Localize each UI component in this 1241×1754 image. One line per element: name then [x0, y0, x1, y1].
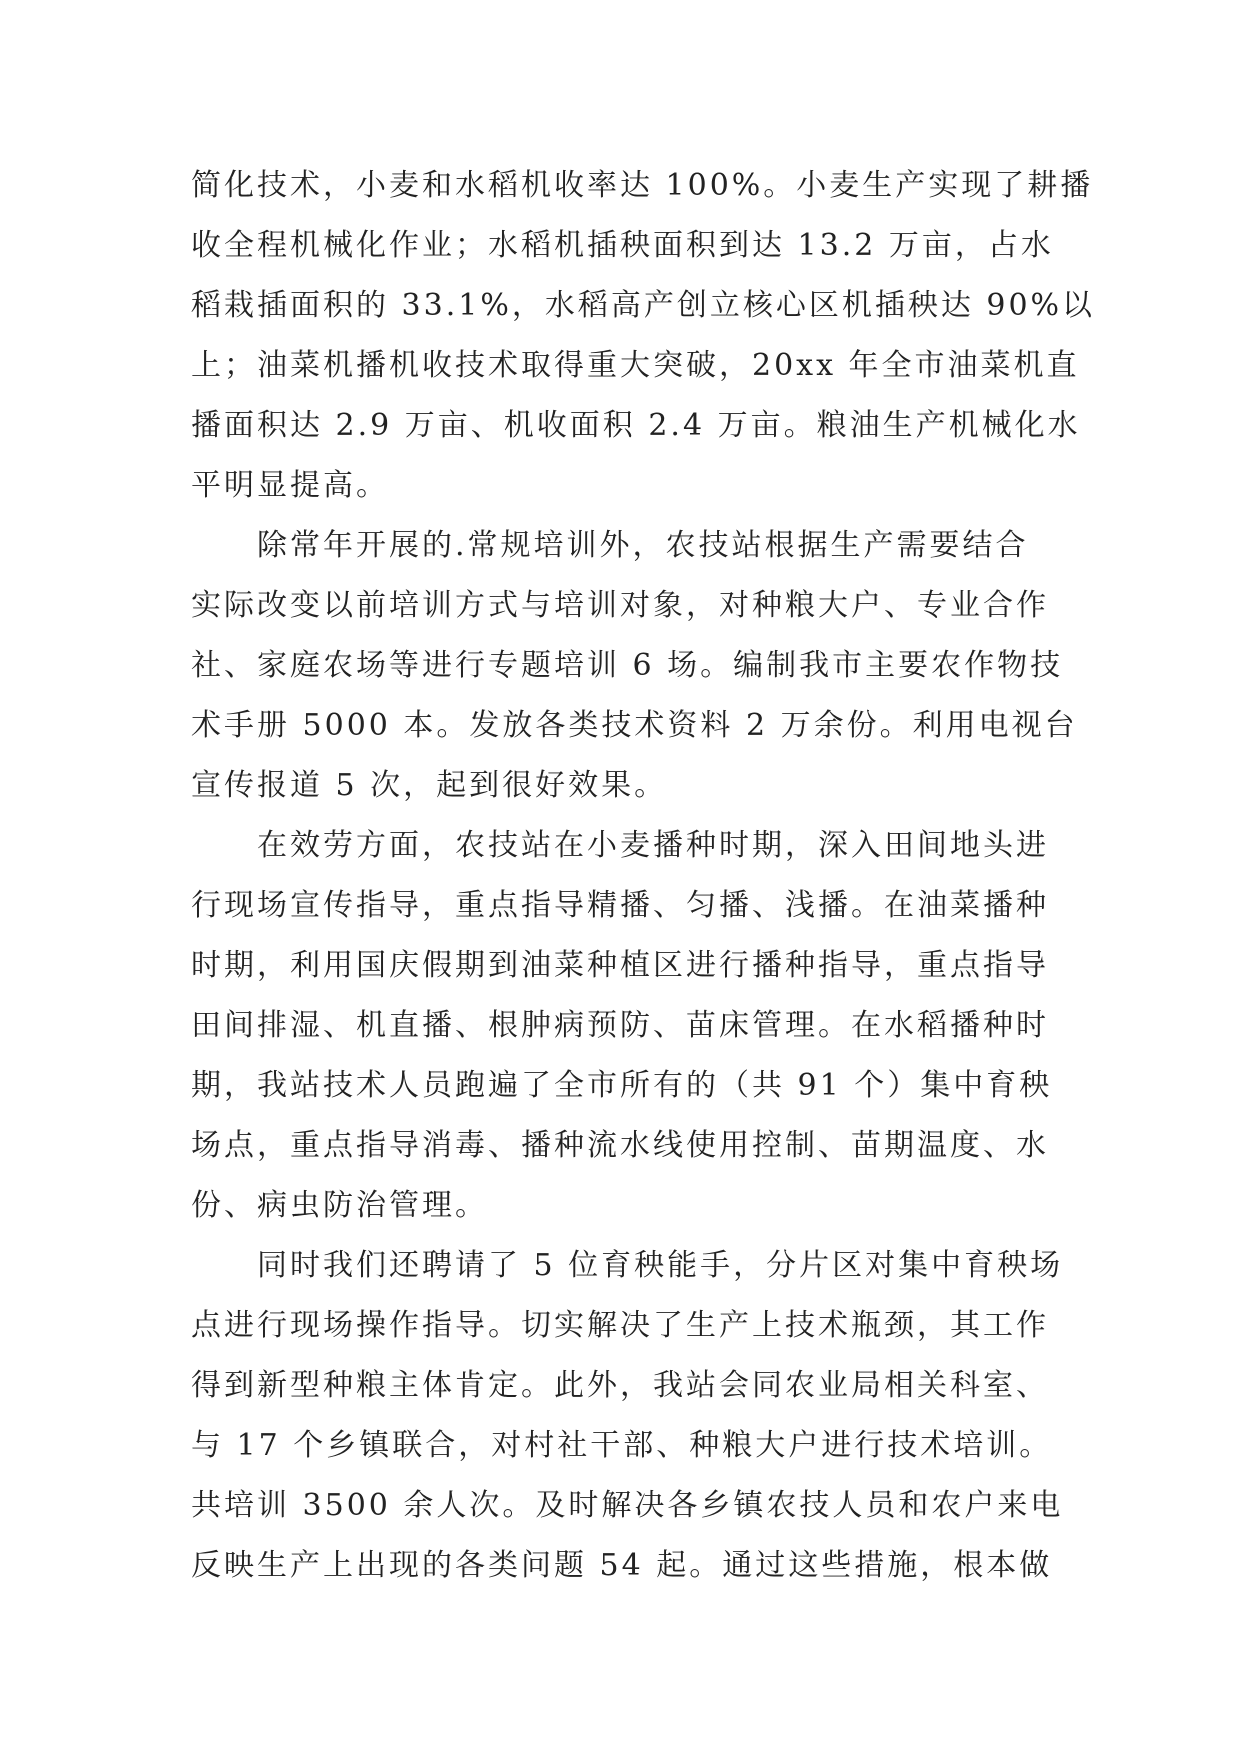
document-body — [191, 156, 1096, 1596]
text-line: 播面积达 2.9 万亩、机收面积 2.4 万亩。粮油生产机械化水 — [191, 408, 1081, 443]
paragraph-3 — [191, 816, 1051, 1236]
text-line: 反映生产上出现的各类问题 54 起。通过这些措施，根本做 — [191, 1548, 1053, 1583]
text-line: 期，我站技术人员跑遍了全市所有的（共 91 个）集中育秧 — [191, 1068, 1053, 1103]
text-line: 田间排湿、机直播、根肿病预防、苗床管理。在水稻播种时 — [191, 1008, 1049, 1043]
paragraph-1 — [191, 156, 1096, 516]
text-line: 简化技术，小麦和水稻机收率达 100%。小麦生产实现了耕播 — [191, 168, 1094, 203]
text-line: 得到新型种粮主体肯定。此外，我站会同农业局相关科室、 — [191, 1368, 1049, 1403]
paragraph-2 — [191, 516, 1078, 816]
text-line: 实际改变以前培训方式与培训对象，对种粮大户、专业合作 — [191, 588, 1049, 623]
text-line: 时期，利用国庆假期到油菜种植区进行播种指导，重点指导 — [191, 948, 1049, 983]
text-line: 术手册 5000 本。发放各类技术资料 2 万余份。利用电视台 — [191, 708, 1078, 743]
text-line: 稻栽插面积的 33.1%，水稻高产创立核心区机插秧达 90%以 — [191, 288, 1096, 323]
text-line: 收全程机械化作业；水稻机插秧面积到达 13.2 万亩，占水 — [191, 228, 1054, 263]
text-line: 份、病虫防治管理。 — [191, 1188, 488, 1223]
text-line: 同时我们还聘请了 5 位育秧能手，分片区对集中育秧场 — [257, 1248, 1064, 1283]
text-line: 场点，重点指导消毒、播种流水线使用控制、苗期温度、水 — [191, 1128, 1049, 1163]
text-line: 社、家庭农场等进行专题培训 6 场。编制我市主要农作物技 — [191, 648, 1064, 683]
paragraph-4 — [191, 1236, 1064, 1596]
text-line: 与 17 个乡镇联合，对村社干部、种粮大户进行技术培训。 — [191, 1428, 1053, 1463]
text-line: 平明显提高。 — [191, 468, 389, 503]
text-line: 行现场宣传指导，重点指导精播、匀播、浅播。在油菜播种 — [191, 888, 1049, 923]
text-line: 点进行现场操作指导。切实解决了生产上技术瓶颈，其工作 — [191, 1308, 1049, 1343]
text-line: 宣传报道 5 次，起到很好效果。 — [191, 768, 668, 803]
text-line: 共培训 3500 余人次。及时解决各乡镇农技人员和农户来电 — [191, 1488, 1064, 1523]
text-line: 上；油菜机播机收技术取得重大突破，20xx 年全市油菜机直 — [191, 348, 1080, 383]
text-line: 在效劳方面，农技站在小麦播种时期，深入田间地头进 — [257, 828, 1049, 863]
text-line: 除常年开展的.常规培训外，农技站根据生产需要结合 — [257, 528, 1029, 563]
